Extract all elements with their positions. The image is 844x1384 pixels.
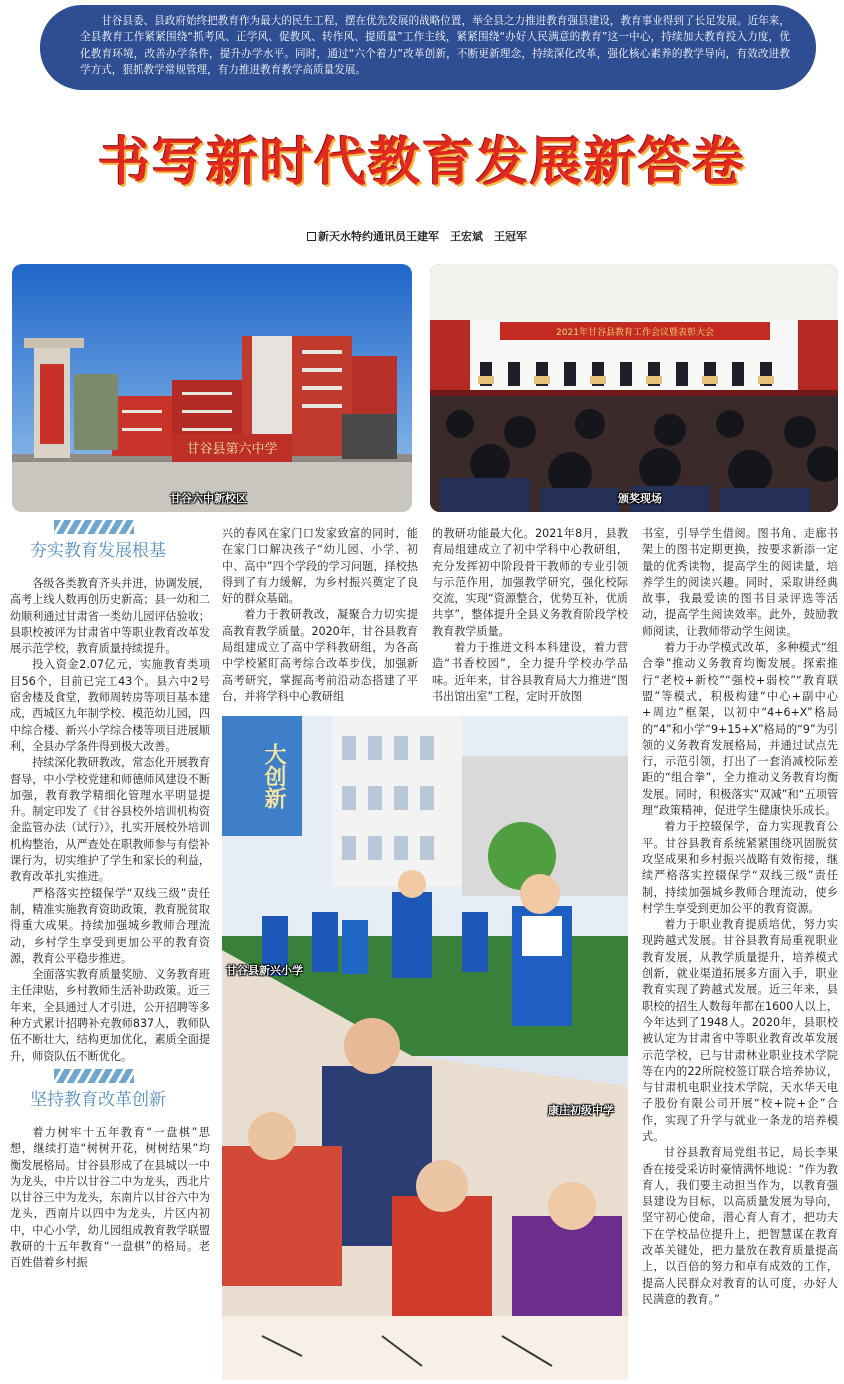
paragraph: 着力于办学模式改革，多种模式“组合拳”推动义务教育均衡发展。探索推行“老校+新校”“强校+弱校”“教育联盟”等模式，积极构建“中心+副中心+周边”框架，以初中“4+6+X”格局的“4”和小学“9+15+X”格局的“9”为引领的义务教育发展格局，并通过试点先行，示范引领，打出了一套消减校际差距的“组合拳”，全力推动义务教育均衡发展。同时，积极落实“双减”和“五项管理”政策精神，促进学生健康快乐成长。 (642, 641, 838, 818)
paragraph: 书室，引导学生借阅。图书角、走廊书架上的图书定期更换，按要求新添一定量的优秀读物，提高学生的阅读量，培养学生的阅读兴趣。同时，采取讲经典故事，我最爱读的图书目录评选等活动，提高学生阅读效率。此外，鼓励教师阅读，让教师带动学生阅读。 (642, 527, 838, 638)
paragraph: 着力于教研教改，凝聚合力切实提高教育教学质量。2020年，甘谷县教育局组建成立了高中学科教研组，为各高中学校紧盯高考综合改革步伐，加强新高考研究，掌握高考前沿动态搭建了平台，并将学科中心教研组 (222, 608, 418, 703)
column-2 (222, 526, 418, 705)
ceremony-banner-text: 2021年甘谷县教育工作会议暨表彰大会 (556, 328, 714, 338)
section-head-2 (10, 1069, 210, 1125)
photo-school-campus (12, 264, 412, 512)
paragraph: 持续深化教研教改，常态化开展教育督导，中小学校党建和师德师风建设不断加强，教育教学精细化管理水平明显提升。制定印发了《甘谷县校外培训机构资金监管办法（试行）》，扎实开展校外培训机构整治，从严查处在职教师参与有偿补课行为，切实维护了学生和家长的利益，教育改革扎实推进。 (10, 756, 210, 884)
photo1-caption: 甘谷六中新校区 (170, 492, 247, 505)
paragraph: 着力于控辍保学，奋力实现教育公平。甘谷县教育系统紧紧围绕巩固脱贫攻坚成果和乡村振兴战略有效衔接，继续严格落实控辍保学“双线三级”责任制，持续加强城乡教师合理流动，使乡村学生享受到更加公平的教育资源。 (642, 820, 838, 915)
section-head-1 (10, 520, 210, 576)
column-4 (642, 526, 838, 1308)
award-ceremony-illustration (430, 264, 838, 512)
paragraph: 着力于职业教育提质培优，努力实现跨越式发展。甘谷县教育局重视职业教育发展，从教学质量提升，培养模式创新，就业渠道拓展多方面入手，职业教育实现了跨越式发展。近三年来，县职校的招生人数每年都在1600人以上，今年达到了1948人。2020年，县职校被认定为甘肃省中等职业教育改革发展示范学校，已与甘肃林业职业技术学院等在内的22所院校签订联合培养协议，与甘肃机电职业技术学院，天水华天电子股份有限公司开展“校+院+企”合作，实现了升学与就业一条龙的培养模式。 (642, 918, 838, 1143)
intro-banner: 甘谷县委、县政府始终把教育作为最大的民生工程，摆在优先发展的战略位置，举全县之力推进教育强县建设，教育事业得到了长足发展。近年来，全县教育工作紧紧围绕“抓考风、正学风、促教风、转作风、提质量”工作主线，紧紧围绕“办好人民满意的教育”这一中心，持续加大教育投入力度，优化教育环境，改善办学条件，提升办学水平。同时，通过“六个着力”改革创新，不断更新理念，持续深化改革，强化核心素养的教学导向，有效改进教学方式，狠抓教学常规管理，有力推进教育教学高质量发展。 (40, 5, 816, 90)
collage-sign-text: 大创新 (261, 743, 287, 809)
paragraph: 着力树牢十五年教育“一盘棋”思想，继续打造“树树开花，树树结果”均衡发展格局。甘谷县形成了在县城以一中为龙头，中片以甘谷二中为龙头，西北片以甘谷三中为龙头，东南片以甘谷六中为龙头，西南片以四中为龙头，片区内初中，中心小学，幼儿园组成教育教学联盟教研的十五年教育“一盘棋”的格局。老百姓借着乡村振 (10, 1125, 210, 1270)
paragraph: 各级各类教育齐头并进，协调发展，高考上线人数再创历史新高；县一幼和二幼顺利通过甘肃省一类幼儿园评估验收；县职校被评为甘肃省中等职业教育改革发展示范学校，教育质量持续提升。 (10, 577, 210, 656)
collage-illustration (222, 716, 628, 1380)
section-title-1: 夯实教育发展根基 (30, 541, 166, 561)
photo4-caption: 康庄初级中学 (548, 1104, 614, 1117)
section-stripe-icon (54, 520, 134, 534)
school-sign-text: 甘谷县第六中学 (186, 442, 278, 457)
paragraph: 着力于推进文科本科建设，着力营造“书香校园”，全力提升学校办学品味。近年来，甘谷县教育局大力推进“图书出馆出室”工程，定时开放图 (432, 641, 628, 703)
paragraph: 甘谷县教育局党组书记，局长李果香在接受采访时豪情满怀地说：“作为教育人，我们要主动担当作为，以教育强县建设为目标，以高质量发展为导向，坚守初心使命，潜心育人育才，把功夫下在学校品位提升上，把智慧谋在教育改革关键处，把力量放在教育质量提高上，以百倍的努力和卓有成效的工作，提高人民群众对教育的认可度，办好人民满意的教育。” (642, 1146, 838, 1306)
section-title-2: 坚持教育改革创新 (30, 1089, 166, 1110)
photo-award-ceremony (430, 264, 838, 512)
paragraph: 兴的春风在家门口发家致富的同时，能在家门口解决孩子“幼儿园、小学、初中、高中”四个学段的学习问题，择校热得到了有力缓解，为乡村振兴奠定了良好的群众基础。 (222, 527, 418, 606)
column-1 (10, 520, 210, 1272)
paragraph: 全面落实教育质量奖励、义务教育班主任津贴，乡村教师生活补助政策。近三年来，全县通过人才引进，公开招聘等多种方式累计招聘补充教师837人，教师队伍不断壮大，结构更加优化，素质全面提升，师资队伍不断优化。 (10, 968, 210, 1063)
photo-collage (222, 716, 628, 1380)
paragraph: 的教研功能最大化。2021年8月，县教育局组建成立了初中学科中心教研组，充分发挥初中阶段骨干教师的专业引领与示范作用，加强教学研究，强化校际交流，实现“资源整合，优势互补，优质共享”，整体提升全县义务教育阶段学校教育教学质量。 (432, 527, 628, 638)
column-3 (432, 526, 628, 705)
school-campus-illustration (12, 264, 412, 512)
paragraph: 严格落实控辍保学“双线三级”责任制，精准实施教育资助政策，教育脱贫取得重大成果。持续加强城乡教师合理流动，乡村学生享受到更加公平的教育资源，教育公平稳步推进。 (10, 886, 210, 965)
byline (307, 228, 527, 244)
section-stripe-icon (54, 1069, 134, 1083)
photo2-caption: 颁奖现场 (618, 492, 662, 505)
byline-box-icon (307, 232, 316, 241)
byline-text: 新天水特约通讯员王建军 王宏斌 王冠军 (318, 230, 527, 243)
paragraph: 投入资金2.07亿元，实施教育类项目56个，目前已完工43个。县六中2号宿舍楼及食堂，教师周转房等项目基本建成，西城区九年制学校、模范幼儿园，四中综合楼、新兴小学综合楼等项目进展顺利，全县办学条件得到极大改善。 (10, 658, 210, 753)
photo3-caption: 甘谷县新兴小学 (226, 964, 303, 977)
page-title: 书写新时代教育发展新答卷 (97, 132, 746, 193)
